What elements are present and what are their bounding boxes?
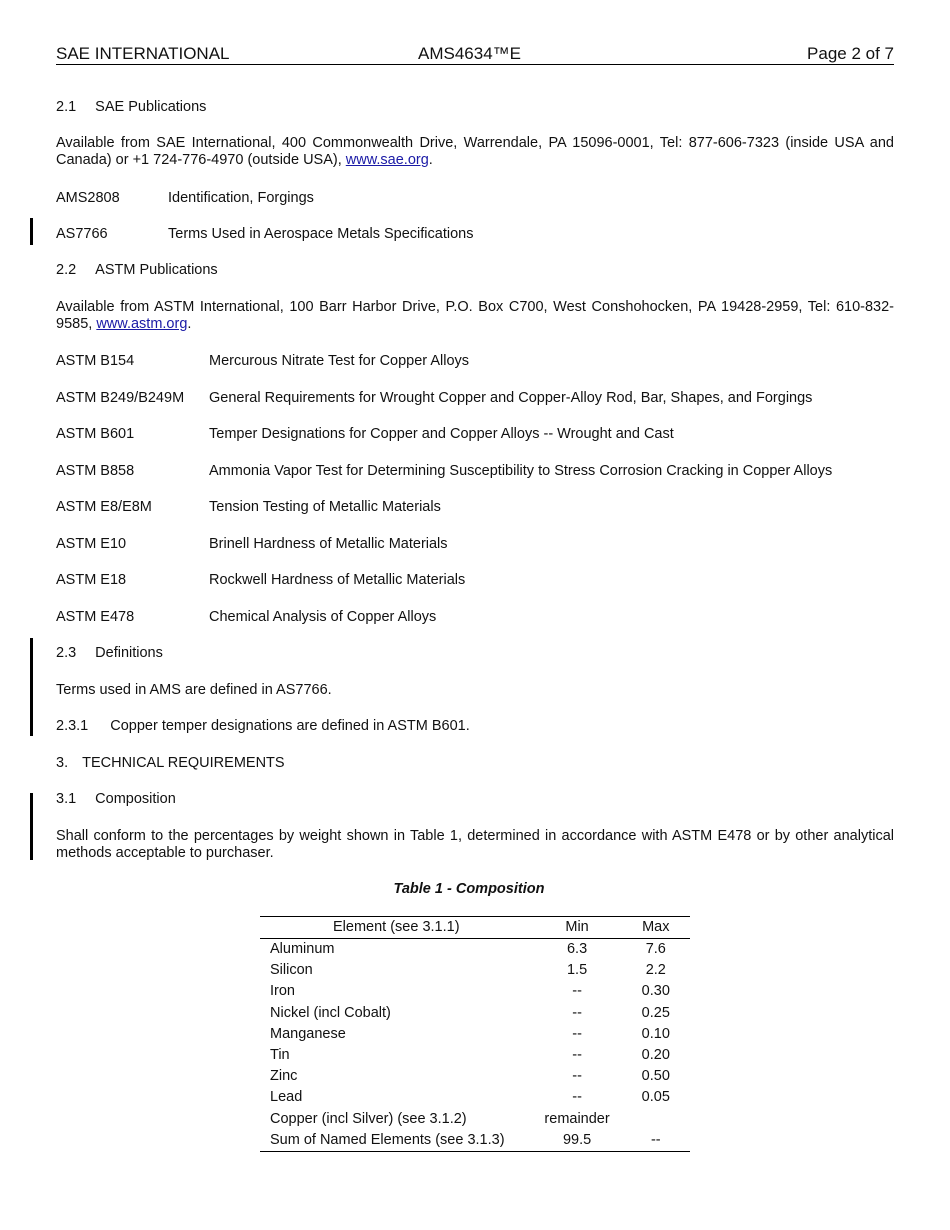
reference-row: AMS2808 Identification, Forgings [56,190,314,206]
reference-row: ASTM E18 Rockwell Hardness of Metallic Materials [56,572,466,588]
table-row: Sum of Named Elements (see 3.1.3) 99.5 -- [260,1130,690,1152]
section-title: ASTM Publications [95,262,218,278]
sae-availability-paragraph: Available from SAE International, 400 Commonwealth Drive, Warrendale, PA 15096-0001, Tel: 877-606-7323 (inside USA and Canada) or +1 724-776-4970 (outside USA), www.sae.org. [56,135,894,168]
section-number: 2.1 [56,99,77,115]
table-header-row [260,917,690,939]
section-number: 3. [56,755,69,771]
table-row: Zinc -- 0.50 [270,1068,670,1085]
table-row: Copper (incl Silver) (see 3.1.2) remainder [270,1110,610,1127]
reference-row: ASTM B858 Ammonia Vapor Test for Determining Susceptibility to Stress Corrosion Cracking in Copper Alloys [56,463,833,479]
reference-row: ASTM B249/B249M General Requirements for Wrought Copper and Copper-Alloy Rod, Bar, Shapes, and Forgings [56,390,813,406]
composition-table [260,916,690,1152]
header-page-number: Page 2 of 7 [807,44,894,63]
definitions-text: Terms used in AMS are defined in AS7766. [56,682,332,698]
section-2-1-heading [56,98,206,116]
revision-bar [30,218,33,245]
table-row: Nickel (incl Cobalt) -- 0.25 [270,1004,670,1021]
sae-website-link[interactable]: www.sae.org [345,152,429,168]
table-row: Iron -- 0.30 [270,983,670,1000]
reference-row: AS7766 Terms Used in Aerospace Metals Specifications [56,226,474,242]
table-row: Lead -- 0.05 [270,1089,670,1106]
revision-bar [30,638,33,736]
subsection-number: 2.3.1 [56,718,89,734]
table-caption: Table 1 - Composition [393,881,545,897]
page-header [56,44,894,65]
table-row: Aluminum 6.3 7.6 [270,941,666,958]
column-header-max: Max [622,917,690,939]
section-title: Definitions [95,645,163,661]
table-row: Tin -- 0.20 [270,1047,670,1064]
revision-bar [30,793,33,860]
section-title: SAE Publications [95,99,207,115]
header-publisher: SAE INTERNATIONAL [56,44,230,63]
reference-row: ASTM B601 Temper Designations for Copper and Copper Alloys -- Wrought and Cast [56,426,674,442]
table-row: Silicon 1.5 2.2 [270,962,666,979]
reference-row: ASTM E10 Brinell Hardness of Metallic Materials [56,536,448,552]
reference-row: ASTM E478 Chemical Analysis of Copper Alloys [56,609,437,625]
section-3-heading [56,754,285,772]
astm-website-link[interactable]: www.astm.org [96,316,188,332]
section-number: 3.1 [56,791,77,807]
section-number: 2.3 [56,645,77,661]
section-number: 2.2 [56,262,77,278]
section-2-3-heading [56,644,163,662]
composition-paragraph: Shall conform to the percentages by weight shown in Table 1, determined in accordance with ASTM E478 or by other analytical methods acceptable to purchaser. [56,828,894,861]
header-document-number: AMS4634™E [418,44,521,63]
section-2-3-1: 2.3.1 Copper temper designations are defined in ASTM B601. [56,718,470,734]
table-row: Manganese -- 0.10 [270,1025,670,1042]
reference-row: ASTM B154 Mercurous Nitrate Test for Copper Alloys [56,353,470,369]
column-header-min: Min [533,917,622,939]
section-3-1-heading [56,790,176,808]
column-header-element: Element (see 3.1.1) [260,917,533,939]
astm-availability-paragraph: Available from ASTM International, 100 Barr Harbor Drive, P.O. Box C700, West Conshohocken, PA 19428-2959, Tel: 610-832-9585, www.astm.org. [56,299,894,332]
section-2-2-heading [56,261,218,279]
section-title: TECHNICAL REQUIREMENTS [82,755,285,771]
reference-row: ASTM E8/E8M Tension Testing of Metallic Materials [56,499,441,515]
section-title: Composition [95,791,176,807]
